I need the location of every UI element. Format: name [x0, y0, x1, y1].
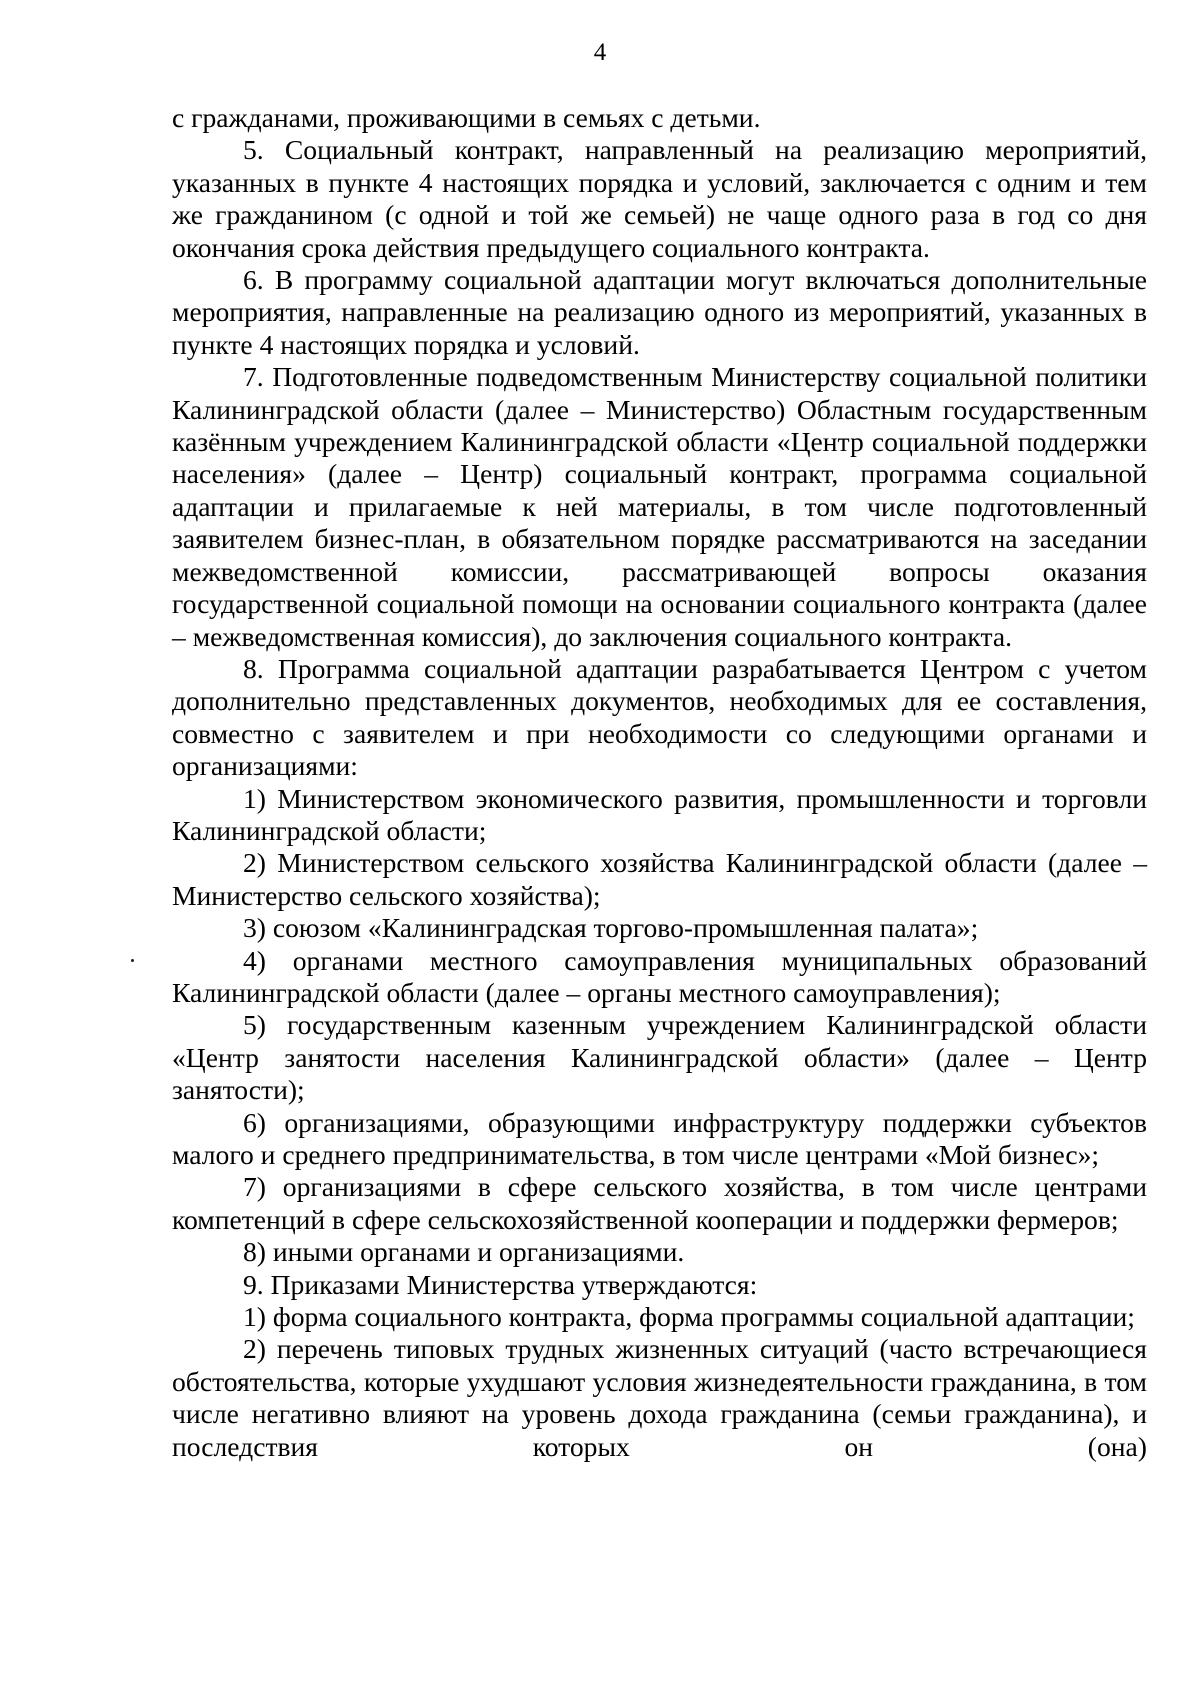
list-item-8-8: 8) иными органами и организациями.: [243, 1236, 685, 1268]
list-item-8-3: 3) союзом «Калининградская торгово-промышленная палата»;: [243, 912, 979, 944]
list-item-8-4: 4) органами местного самоуправления муниципальных образований Калининградской области (далее – органы местного самоуправления);: [172, 944, 1147, 1008]
list-item-9-1: 1) форма социального контракта, форма программы социальной адаптации;: [243, 1301, 1135, 1333]
list-item-9-2: 2) перечень типовых трудных жизненных ситуаций (часто встречающиеся обстоятельства, которые ухудшают условия жизнедеятельности гражданина, в том числе негативно влияют на уровень дохода гражданина (семьи гражданина), и последствия которых он (она): [172, 1333, 1147, 1462]
paragraph-5: 5. Социальный контракт, направленный на реализацию мероприятий, указанных в пункте 4 настоящих порядка и условий, заключается с одним и тем же гражданином (с одной и той же семьей) не чаще одного раза в год со дня окончания срока действия предыдущего социального контракта.: [172, 134, 1147, 263]
scan-speck: [131, 959, 134, 962]
list-item-8-7: 7) организациями в сфере сельского хозяйства, в том числе центрами компетенций в сфере сельскохозяйственной кооперации и поддержки фермеров;: [172, 1171, 1147, 1235]
list-item-8-2: 2) Министерством сельского хозяйства Калининградской области (далее – Министерство сельского хозяйства);: [172, 847, 1147, 911]
paragraph-6: 6. В программу социальной адаптации могут включаться дополнительные мероприятия, направленные на реализацию одного из мероприятий, указанных в пункте 4 настоящих порядка и условий.: [172, 264, 1147, 360]
paragraph-9: 9. Приказами Министерства утверждаются:: [243, 1268, 758, 1300]
paragraph-continuation: с гражданами, проживающими в семьях с детьми.: [172, 102, 761, 133]
page-number: 4: [593, 39, 607, 66]
paragraph-7: 7. Подготовленные подведомственным Министерству социальной политики Калининградской области (далее – Министерство) Областным государственным казённым учреждением Калининградской области «Центр социальной поддержки населения» (далее – Центр) социальный контракт, программа социальной адаптации и прилагаемые к ней материалы, в том числе подготовленный заявителем бизнес-план, в обязательном порядке рассматриваются на заседании межведомственной комиссии, рассматривающей вопросы оказания государственной социальной помощи на основании социального контракта (далее – межведомственная комиссия), до заключения социального контракта.: [172, 361, 1147, 652]
list-item-8-6: 6) организациями, образующими инфраструктуру поддержки субъектов малого и среднего предпринимательства, в том числе центрами «Мой бизнес»;: [172, 1106, 1147, 1170]
list-item-8-1: 1) Министерством экономического развития, промышленности и торговли Калининградской области;: [172, 782, 1147, 846]
paragraph-8: 8. Программа социальной адаптации разрабатывается Центром с учетом дополнительно представленных документов, необходимых для ее составления, совместно с заявителем и при необходимости со следующими органами и организациями:: [172, 652, 1147, 782]
list-item-8-5: 5) государственным казенным учреждением Калининградской области «Центр занятости населения Калининградской области» (далее – Центр занятости);: [172, 1009, 1147, 1106]
document-body: [172, 102, 1147, 1463]
